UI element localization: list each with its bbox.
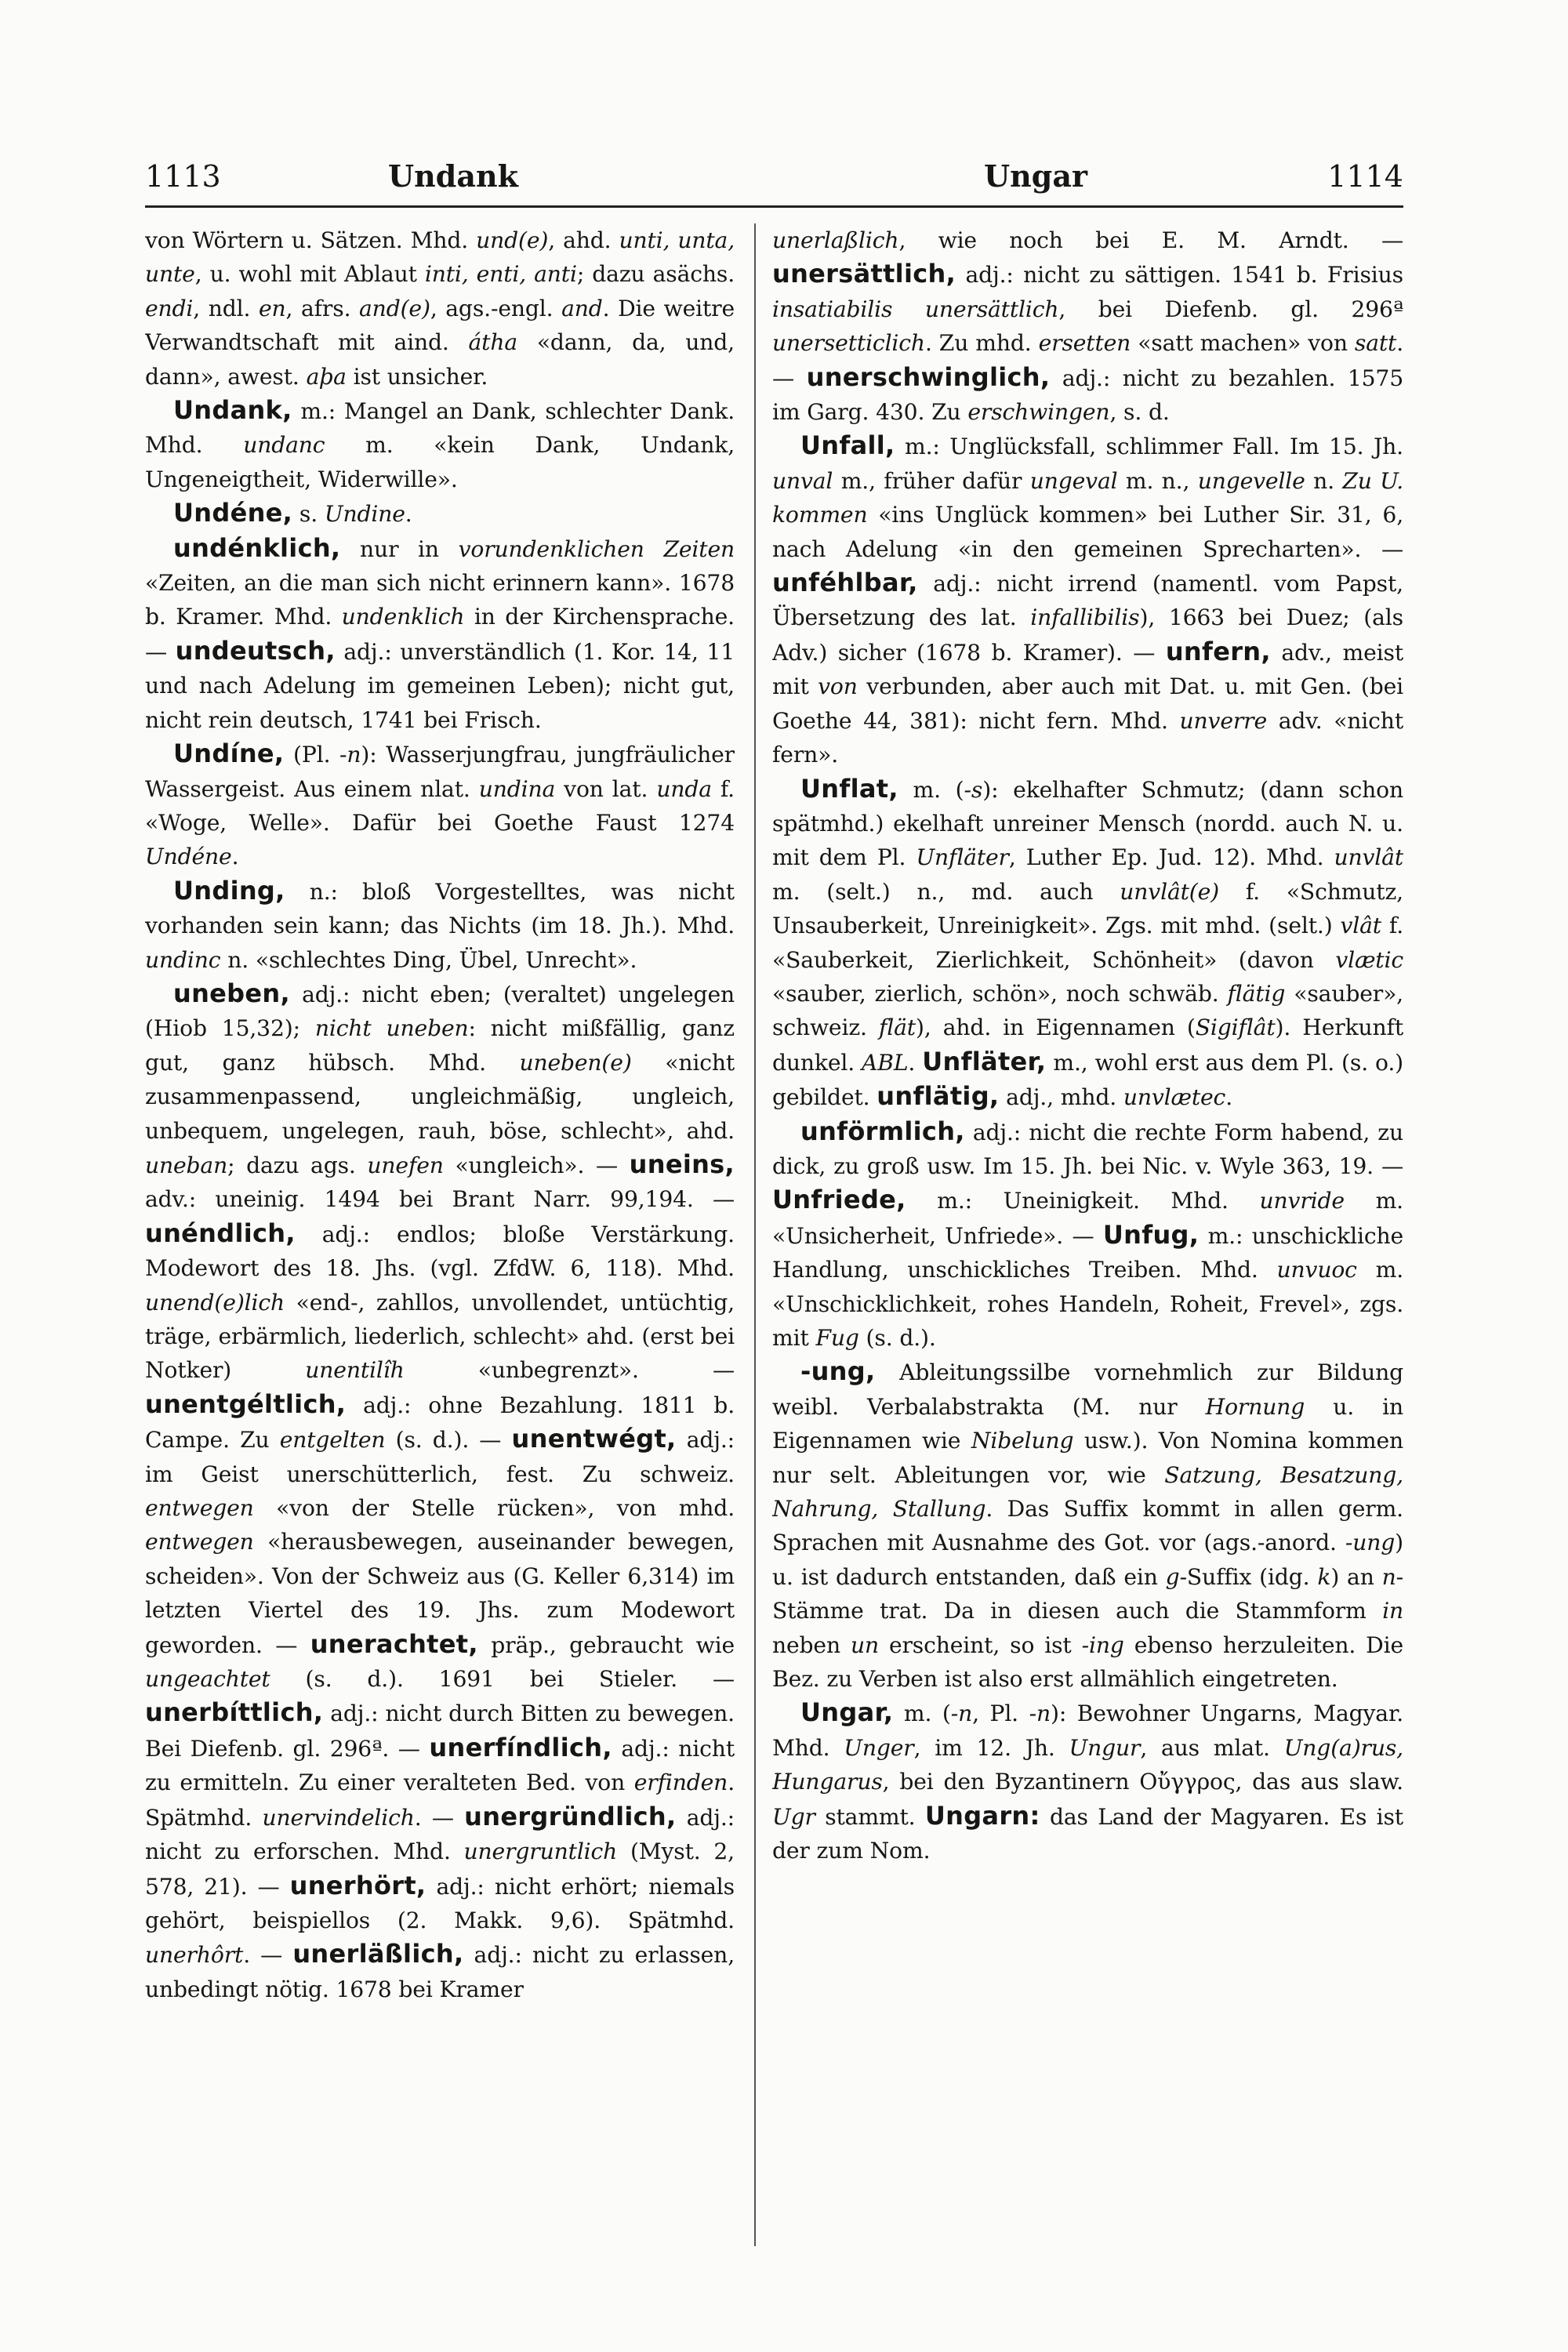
headword: undénklich, bbox=[173, 532, 341, 563]
entry-text: usw.). Von Nomina kommen nur selt. Ableitungen vor, wie bbox=[772, 1428, 1403, 1488]
entry-text: , s. d. bbox=[1109, 399, 1170, 426]
dictionary-entry bbox=[772, 772, 1403, 1115]
headword: Undéne, bbox=[173, 498, 293, 528]
headword: unersättlich, bbox=[772, 259, 956, 289]
italic-form: entwegen bbox=[145, 1529, 254, 1555]
italic-form: erfinden bbox=[633, 1769, 728, 1796]
entry-text: adv. «nicht fern». bbox=[772, 707, 1403, 768]
entry-text: «sauber, zierlich, schön», noch schwäb. bbox=[772, 980, 1228, 1007]
italic-form: vlât bbox=[1340, 913, 1381, 939]
entry-text: adj.: im Geist unerschütterlich, fest. Zu schweiz. bbox=[145, 1427, 735, 1487]
headword: Unfall, bbox=[800, 430, 895, 461]
entry-text: m. «kein Dank, Undank, Ungeneigtheit, Widerwille». bbox=[145, 432, 735, 492]
dictionary-entry bbox=[145, 394, 735, 496]
entry-text: . Die weitre Verwandtschaft mit aind. bbox=[145, 295, 735, 356]
dictionary-entry bbox=[772, 1696, 1403, 1867]
headword: unéndlich, bbox=[145, 1218, 296, 1248]
italic-form: Ungur bbox=[1069, 1734, 1141, 1761]
italic-form: erschwingen bbox=[967, 399, 1110, 426]
entry-text: m. ( bbox=[893, 1700, 951, 1727]
entry-text: «Zeiten, an die man sich nicht erinnern kann». 1678 b. Kramer. Mhd. bbox=[145, 570, 735, 630]
italic-form: -ung bbox=[1345, 1530, 1396, 1556]
headword: Undíne, bbox=[173, 739, 285, 769]
italic-form: unda bbox=[656, 775, 712, 802]
entry-text: ; dazu ags. bbox=[227, 1152, 368, 1178]
headword: Unfläter, bbox=[922, 1046, 1047, 1076]
left-column bbox=[145, 223, 735, 2246]
headword: unerläßlich, bbox=[292, 1939, 464, 1969]
italic-form: -n bbox=[339, 742, 361, 768]
entry-text: u. in Eigennamen wie bbox=[772, 1393, 1403, 1454]
entry-text: . Zu mhd. bbox=[924, 330, 1039, 357]
guide-word-right: Ungar bbox=[984, 158, 1087, 194]
italic-form: Zu U. kommen bbox=[772, 467, 1403, 528]
headword: unerachtet, bbox=[310, 1628, 478, 1659]
entry-text: erscheint, so ist bbox=[878, 1632, 1082, 1658]
entry-text: n.: bloß Vorgestelltes, was nicht vorhanden sein kann; das Nichts (im 18. Jh.). Mhd. bbox=[145, 878, 735, 939]
entry-text: . Spätmhd. bbox=[145, 1769, 735, 1831]
entry-text: «unbegrenzt». — bbox=[404, 1357, 735, 1384]
italic-form: uneben(e) bbox=[519, 1049, 632, 1076]
entry-text: adj.: nicht die rechte Form habend, zu dick, zu groß usw. Im 15. Jh. bei Nic. v. Wyle 363, 19. — bbox=[772, 1119, 1403, 1179]
dictionary-entry bbox=[145, 496, 735, 531]
italic-form: Undéne bbox=[145, 844, 232, 870]
italic-form: inti, enti, anti bbox=[424, 261, 577, 288]
entry-text: adj., mhd. bbox=[999, 1084, 1123, 1111]
italic-form: uneban bbox=[145, 1152, 228, 1178]
entry-text: ebenso herzuleiten. Die Bez. zu Verben ist also erst allmählich eingetreten. bbox=[772, 1632, 1403, 1693]
entry-text: adj.: nicht zu ermitteln. Zu einer veralteten Bed. von bbox=[145, 1735, 735, 1796]
entry-text: m. «Unschicklichkeit, rohes Handeln, Roheit, Frevel», zgs. mit bbox=[772, 1257, 1403, 1351]
headword: unféhlbar, bbox=[772, 568, 918, 598]
entry-text: . — bbox=[243, 1942, 293, 1969]
italic-form: unend(e)lich bbox=[145, 1289, 285, 1316]
entry-text: ; dazu asächs. bbox=[576, 261, 735, 288]
entry-text: m. ( bbox=[898, 776, 964, 803]
entry-text: (s. d.). bbox=[858, 1325, 936, 1351]
entry-text: s. bbox=[292, 501, 325, 528]
entry-text: präp., gebraucht wie bbox=[477, 1632, 735, 1658]
italic-form: infallibilis bbox=[1030, 604, 1140, 631]
entry-text: (Pl. bbox=[284, 742, 340, 768]
italic-form: unergruntlich bbox=[463, 1838, 618, 1865]
column-divider bbox=[754, 223, 756, 2246]
italic-form: aþa bbox=[306, 363, 347, 390]
entry-text: ): ekelhafter Schmutz; (dann schon spätmhd.) ekelhaft unreiner Mensch (nordd. auch N. u. mit dem Pl. bbox=[772, 776, 1403, 871]
italic-form: von bbox=[818, 673, 858, 700]
entry-text: ): Bewohner Ungarns, Magyar. Mhd. bbox=[772, 1700, 1403, 1761]
entry-text: , u. wohl mit Ablaut bbox=[194, 261, 425, 288]
italic-form: ersetten bbox=[1038, 330, 1131, 357]
entry-text: m., wohl erst aus dem Pl. (s. o.) gebildet. bbox=[772, 1049, 1403, 1111]
entry-text: -Suffix (idg. bbox=[1179, 1563, 1318, 1590]
italic-form: flät bbox=[878, 1014, 916, 1041]
italic-form: n bbox=[1381, 1563, 1396, 1590]
italic-form: unersetticlich bbox=[772, 330, 925, 357]
entry-text: (Myst. 2, 578, 21). — bbox=[145, 1838, 735, 1900]
entry-text: f. «Woge, Welle». Dafür bei Goethe Faust 1274 bbox=[145, 775, 735, 836]
entry-continuation bbox=[772, 223, 1403, 429]
entry-text: neben bbox=[772, 1632, 851, 1658]
entry-text: f. «Sauberkeit, Zierlichkeit, Schönheit» (davon bbox=[772, 913, 1403, 973]
entry-text: verbunden, aber auch mit Dat. u. mit Gen. (bei Goethe 44, 381): nicht fern. Mhd. bbox=[772, 673, 1403, 734]
entry-text: m. n., bbox=[1117, 467, 1198, 494]
italic-form: unval bbox=[772, 467, 833, 494]
entry-text: , aus mlat. bbox=[1140, 1734, 1284, 1761]
entry-text: das Land der Magyaren. Es ist der zum Nom. bbox=[772, 1803, 1403, 1864]
entry-text: . Das Suffix kommt in allen germ. Sprachen mit Ausnahme des Got. vor (ags.-anord. bbox=[772, 1496, 1403, 1556]
entry-text: «satt machen» von bbox=[1131, 330, 1355, 357]
dictionary-entry bbox=[145, 874, 735, 977]
dictionary-entry bbox=[772, 1355, 1403, 1696]
entry-text: ). Herkunft dunkel. bbox=[772, 1014, 1403, 1076]
entry-text: «nicht zusammenpassend, ungleichmäßig, ungleich, unbequem, ungelegen, rauh, böse, schlecht», ahd. bbox=[145, 1049, 735, 1144]
running-header bbox=[145, 153, 1403, 200]
entry-text: : nicht mißfällig, ganz gut, ganz hübsch. Mhd. bbox=[145, 1015, 735, 1076]
entry-text: ): Wasserjungfrau, jungfräulicher Wassergeist. Aus einem nlat. bbox=[145, 742, 735, 802]
italic-form: unvlât(e) bbox=[1120, 878, 1220, 905]
italic-form: endi bbox=[145, 295, 194, 321]
entry-text: von Wörtern u. Sätzen. Mhd. bbox=[145, 227, 477, 253]
italic-form: vlætic bbox=[1335, 946, 1403, 973]
headword: -ung, bbox=[800, 1356, 876, 1387]
entry-text: ), 1663 bei Duez; (als Adv.) sicher (1678 b. Kramer). — bbox=[772, 604, 1403, 666]
entry-text: in der Kirchensprache. — bbox=[145, 604, 735, 665]
italic-form: ungeachtet bbox=[145, 1666, 270, 1693]
headword: unentgéltlich, bbox=[145, 1388, 347, 1419]
italic-form: unerhôrt bbox=[145, 1942, 244, 1969]
entry-text: adj.: unverständlich (1. Kor. 14, 11 und nach Adelung im gemeinen Leben); nicht gut, nicht rein deutsch, 1741 bei Frisch. bbox=[145, 638, 735, 733]
italic-form: Undine bbox=[324, 501, 405, 528]
italic-form: Ung(a)rus, Hungarus bbox=[772, 1734, 1403, 1795]
headword: Unfug, bbox=[1102, 1219, 1200, 1250]
italic-form: Nibelung bbox=[971, 1428, 1074, 1454]
entry-text: adj.: nicht zu bezahlen. 1575 im Garg. 430. Zu bbox=[772, 365, 1403, 426]
entry-text: m. (selt.) n., md. auch bbox=[772, 878, 1120, 905]
entry-text: , Pl. bbox=[972, 1700, 1029, 1727]
entry-text: m.: Unglücksfall, schlimmer Fall. Im 15. Jh. bbox=[895, 434, 1403, 460]
guide-word-left: Undank bbox=[388, 158, 518, 194]
headword: unerbíttlich, bbox=[145, 1697, 324, 1728]
italic-form: and(e) bbox=[359, 295, 430, 321]
entry-text: , ags.-engl. bbox=[430, 295, 562, 321]
italic-form: undina bbox=[478, 775, 556, 802]
italic-form: k bbox=[1317, 1563, 1331, 1590]
entry-text: n. «schlechtes Ding, Übel, Unrecht». bbox=[220, 946, 637, 973]
entry-text: , ahd. bbox=[548, 227, 619, 253]
entry-text: , wie noch bei E. M. Arndt. — bbox=[898, 227, 1403, 253]
page-number-left: 1113 bbox=[145, 159, 221, 194]
italic-form: unvride bbox=[1259, 1188, 1345, 1214]
entry-text: Ableitungssilbe vornehmlich zur Bildung weibl. Verbalabstrakta (M. nur bbox=[772, 1359, 1403, 1420]
dictionary-entry bbox=[772, 429, 1403, 771]
entry-text: f. «Schmutz, Unsauberkeit, Unreinigkeit». Zgs. mit mhd. (selt.) bbox=[772, 878, 1403, 939]
headword: Unding, bbox=[173, 875, 285, 906]
headword: unergründlich, bbox=[464, 1801, 677, 1831]
italic-form: átha bbox=[468, 329, 518, 356]
headword: undeutsch, bbox=[175, 635, 336, 666]
entry-text: (s. d.). 1691 bei Stieler. — bbox=[270, 1666, 735, 1693]
entry-text: adj.: nicht zu sättigen. 1541 b. Frisius bbox=[956, 262, 1403, 289]
dictionary-entry bbox=[145, 532, 735, 737]
italic-form: nicht uneben bbox=[314, 1015, 469, 1042]
entry-text: (s. d.). — bbox=[385, 1427, 512, 1454]
headword: unerhört, bbox=[289, 1870, 426, 1900]
entry-text: stammt. bbox=[815, 1803, 925, 1830]
headword: unförmlich, bbox=[800, 1116, 965, 1146]
italic-form: -n bbox=[950, 1700, 973, 1727]
entry-text: ) an bbox=[1330, 1563, 1382, 1590]
italic-form: insatiabilis unersättlich bbox=[772, 296, 1059, 322]
italic-form: ABL bbox=[862, 1049, 909, 1076]
italic-form: unti, unta, unte bbox=[145, 227, 735, 288]
entry-text: , bei Diefenb. gl. 296ª bbox=[1058, 296, 1403, 322]
entry-text: adj.: ohne Bezahlung. 1811 b. Campe. Zu bbox=[145, 1392, 735, 1454]
dictionary-entry bbox=[145, 977, 735, 2006]
entry-text: adv.: uneinig. 1494 bei Brant Narr. 99,194. — bbox=[145, 1186, 735, 1213]
entry-text: ) u. ist dadurch entstanden, daß ein bbox=[772, 1530, 1403, 1590]
entry-text: adj.: nicht irrend (namentl. vom Papst, Übersetzung des lat. bbox=[772, 571, 1403, 631]
header-rule bbox=[145, 205, 1403, 208]
entry-text: «dann, da, und, dann», awest. bbox=[145, 329, 735, 390]
entry-text: adj.: nicht durch Bitten zu bewegen. Bei Diefenb. gl. 296ª. — bbox=[145, 1700, 735, 1762]
italic-form: ungevelle bbox=[1197, 467, 1305, 494]
italic-form: vorundenklichen Zeiten bbox=[458, 535, 735, 562]
italic-form: unvlât bbox=[1334, 844, 1403, 871]
entry-text: . bbox=[908, 1049, 923, 1076]
entry-text: adj.: nicht erhört; niemals gehört, beispiellos (2. Makk. 9,6). Spätmhd. bbox=[145, 1873, 735, 1933]
italic-form: en bbox=[258, 295, 286, 321]
italic-form: -n bbox=[1029, 1700, 1051, 1727]
entry-text: «ins Unglück kommen» bei Luther Sir. 31, 6, nach Adelung «in den gemeinen Sprecharten». — bbox=[772, 502, 1403, 562]
headword: unerfíndlich, bbox=[429, 1732, 612, 1762]
entry-text: m.: Uneinigkeit. Mhd. bbox=[906, 1188, 1260, 1214]
entry-text: . — bbox=[772, 330, 1403, 391]
entry-text: , Luther Ep. Jud. 12). Mhd. bbox=[1008, 844, 1334, 871]
entry-text: , ndl. bbox=[193, 295, 259, 321]
entry-text: . — bbox=[414, 1804, 465, 1831]
entry-text: m. «Unsicherheit, Unfriede». — bbox=[772, 1188, 1403, 1249]
entry-continuation bbox=[145, 223, 735, 394]
italic-form: un bbox=[850, 1632, 879, 1658]
italic-form: unentilîh bbox=[305, 1357, 405, 1384]
italic-form: and bbox=[561, 295, 603, 321]
entry-text: adj.: nicht eben; (veraltet) ungelegen (Hiob 15,32); bbox=[145, 981, 735, 1042]
italic-form: unvuoc bbox=[1276, 1257, 1357, 1283]
entry-text: «herausbewegen, auseinander bewegen, scheiden». Von der Schweiz aus (G. Keller 6,314) im letzten Viertel des 19. Jhs. zum Modewort geworden. — bbox=[145, 1529, 735, 1658]
italic-form: und(e) bbox=[476, 227, 549, 253]
entry-text: . bbox=[405, 501, 412, 528]
italic-form: -ing bbox=[1081, 1632, 1124, 1658]
entry-text: m., früher dafür bbox=[833, 467, 1030, 494]
entry-text: «end-, zahllos, unvollendet, untüchtig, träge, erbärmlich, liederlich, schlecht» ahd. (erst bei Notker) bbox=[145, 1289, 735, 1384]
entry-text: m.: Mangel an Dank, schlechter Dank. Mhd. bbox=[145, 398, 735, 459]
headword: Ungar, bbox=[800, 1697, 894, 1728]
headword: unflätig, bbox=[877, 1081, 1000, 1112]
italic-form: Fug bbox=[815, 1325, 859, 1351]
italic-form: entwegen bbox=[145, 1495, 254, 1522]
entry-text: adj.: nicht zu erforschen. Mhd. bbox=[145, 1804, 735, 1865]
entry-text: ), ahd. in Eigennamen ( bbox=[915, 1014, 1196, 1041]
headword: Undank, bbox=[173, 395, 292, 426]
italic-form: satt bbox=[1354, 330, 1397, 357]
entry-text: m.: unschickliche Handlung, unschickliches Treiben. Mhd. bbox=[772, 1222, 1403, 1283]
italic-form: in bbox=[1382, 1598, 1403, 1624]
italic-form: unerlaßlich bbox=[772, 227, 899, 253]
entry-text: adj.: endlos; bloße Verstärkung. Modewort des 18. Jhs. (vgl. ZfdW. 6, 118). Mhd. bbox=[145, 1221, 735, 1282]
entry-text: «von der Stelle rücken», von mhd. bbox=[253, 1495, 735, 1522]
headword: unentwégt, bbox=[511, 1424, 677, 1454]
italic-form: unverre bbox=[1179, 707, 1268, 734]
right-column bbox=[772, 223, 1403, 2246]
entry-text: «sauber», schweiz. bbox=[772, 980, 1403, 1041]
italic-form: Satzung, Besatzung, Nahrung, Stallung bbox=[772, 1461, 1403, 1523]
entry-text: . bbox=[1225, 1084, 1232, 1111]
italic-form: flätig bbox=[1227, 980, 1286, 1007]
italic-form: unefen bbox=[367, 1152, 444, 1178]
italic-form: undinc bbox=[145, 946, 221, 973]
entry-text: von lat. bbox=[555, 775, 657, 802]
headword: Unflat, bbox=[800, 773, 898, 804]
headword: uneben, bbox=[173, 978, 290, 1008]
italic-form: ungeval bbox=[1029, 467, 1118, 494]
entry-text: nur in bbox=[340, 535, 459, 562]
italic-form: entgelten bbox=[279, 1427, 386, 1454]
italic-form: Ugr bbox=[772, 1803, 815, 1830]
dictionary-entry bbox=[772, 1115, 1403, 1356]
headword: Ungarn: bbox=[924, 1800, 1040, 1831]
headword: unfern, bbox=[1165, 636, 1271, 666]
italic-form: g bbox=[1165, 1563, 1180, 1590]
entry-text: n. bbox=[1305, 467, 1343, 494]
headword: unerschwinglich, bbox=[806, 361, 1051, 392]
entry-text: . bbox=[231, 844, 239, 870]
entry-text: , bei den Byzantinern Οὔγγρος, das aus slaw. bbox=[882, 1769, 1403, 1795]
page-number-right: 1114 bbox=[1327, 159, 1403, 194]
italic-form: Hornung bbox=[1205, 1393, 1305, 1420]
italic-form: -s bbox=[964, 776, 983, 803]
italic-form: Unfläter bbox=[916, 844, 1009, 871]
entry-text: -Stämme trat. Da in diesen auch die Stammform bbox=[772, 1563, 1403, 1624]
italic-form: undanc bbox=[243, 432, 325, 459]
italic-form: unvlætec bbox=[1123, 1084, 1226, 1111]
italic-form: unervindelich bbox=[262, 1804, 415, 1831]
entry-text: , afrs. bbox=[285, 295, 360, 321]
italic-form: Unger bbox=[844, 1734, 914, 1761]
entry-text: ist unsicher. bbox=[346, 363, 488, 390]
headword: Unfriede, bbox=[772, 1185, 906, 1215]
headword: uneins, bbox=[629, 1149, 735, 1179]
italic-form: Sigiflât bbox=[1195, 1014, 1276, 1041]
entry-text: adj.: nicht zu erlassen, unbedingt nötig. 1678 bei Kramer bbox=[145, 1942, 735, 2002]
entry-text: «ungleich». — bbox=[443, 1152, 630, 1178]
italic-form: undenklich bbox=[341, 604, 465, 630]
dictionary-entry bbox=[145, 737, 735, 874]
entry-text: , im 12. Jh. bbox=[913, 1734, 1069, 1761]
entry-text: adv., meist mit bbox=[772, 639, 1403, 700]
